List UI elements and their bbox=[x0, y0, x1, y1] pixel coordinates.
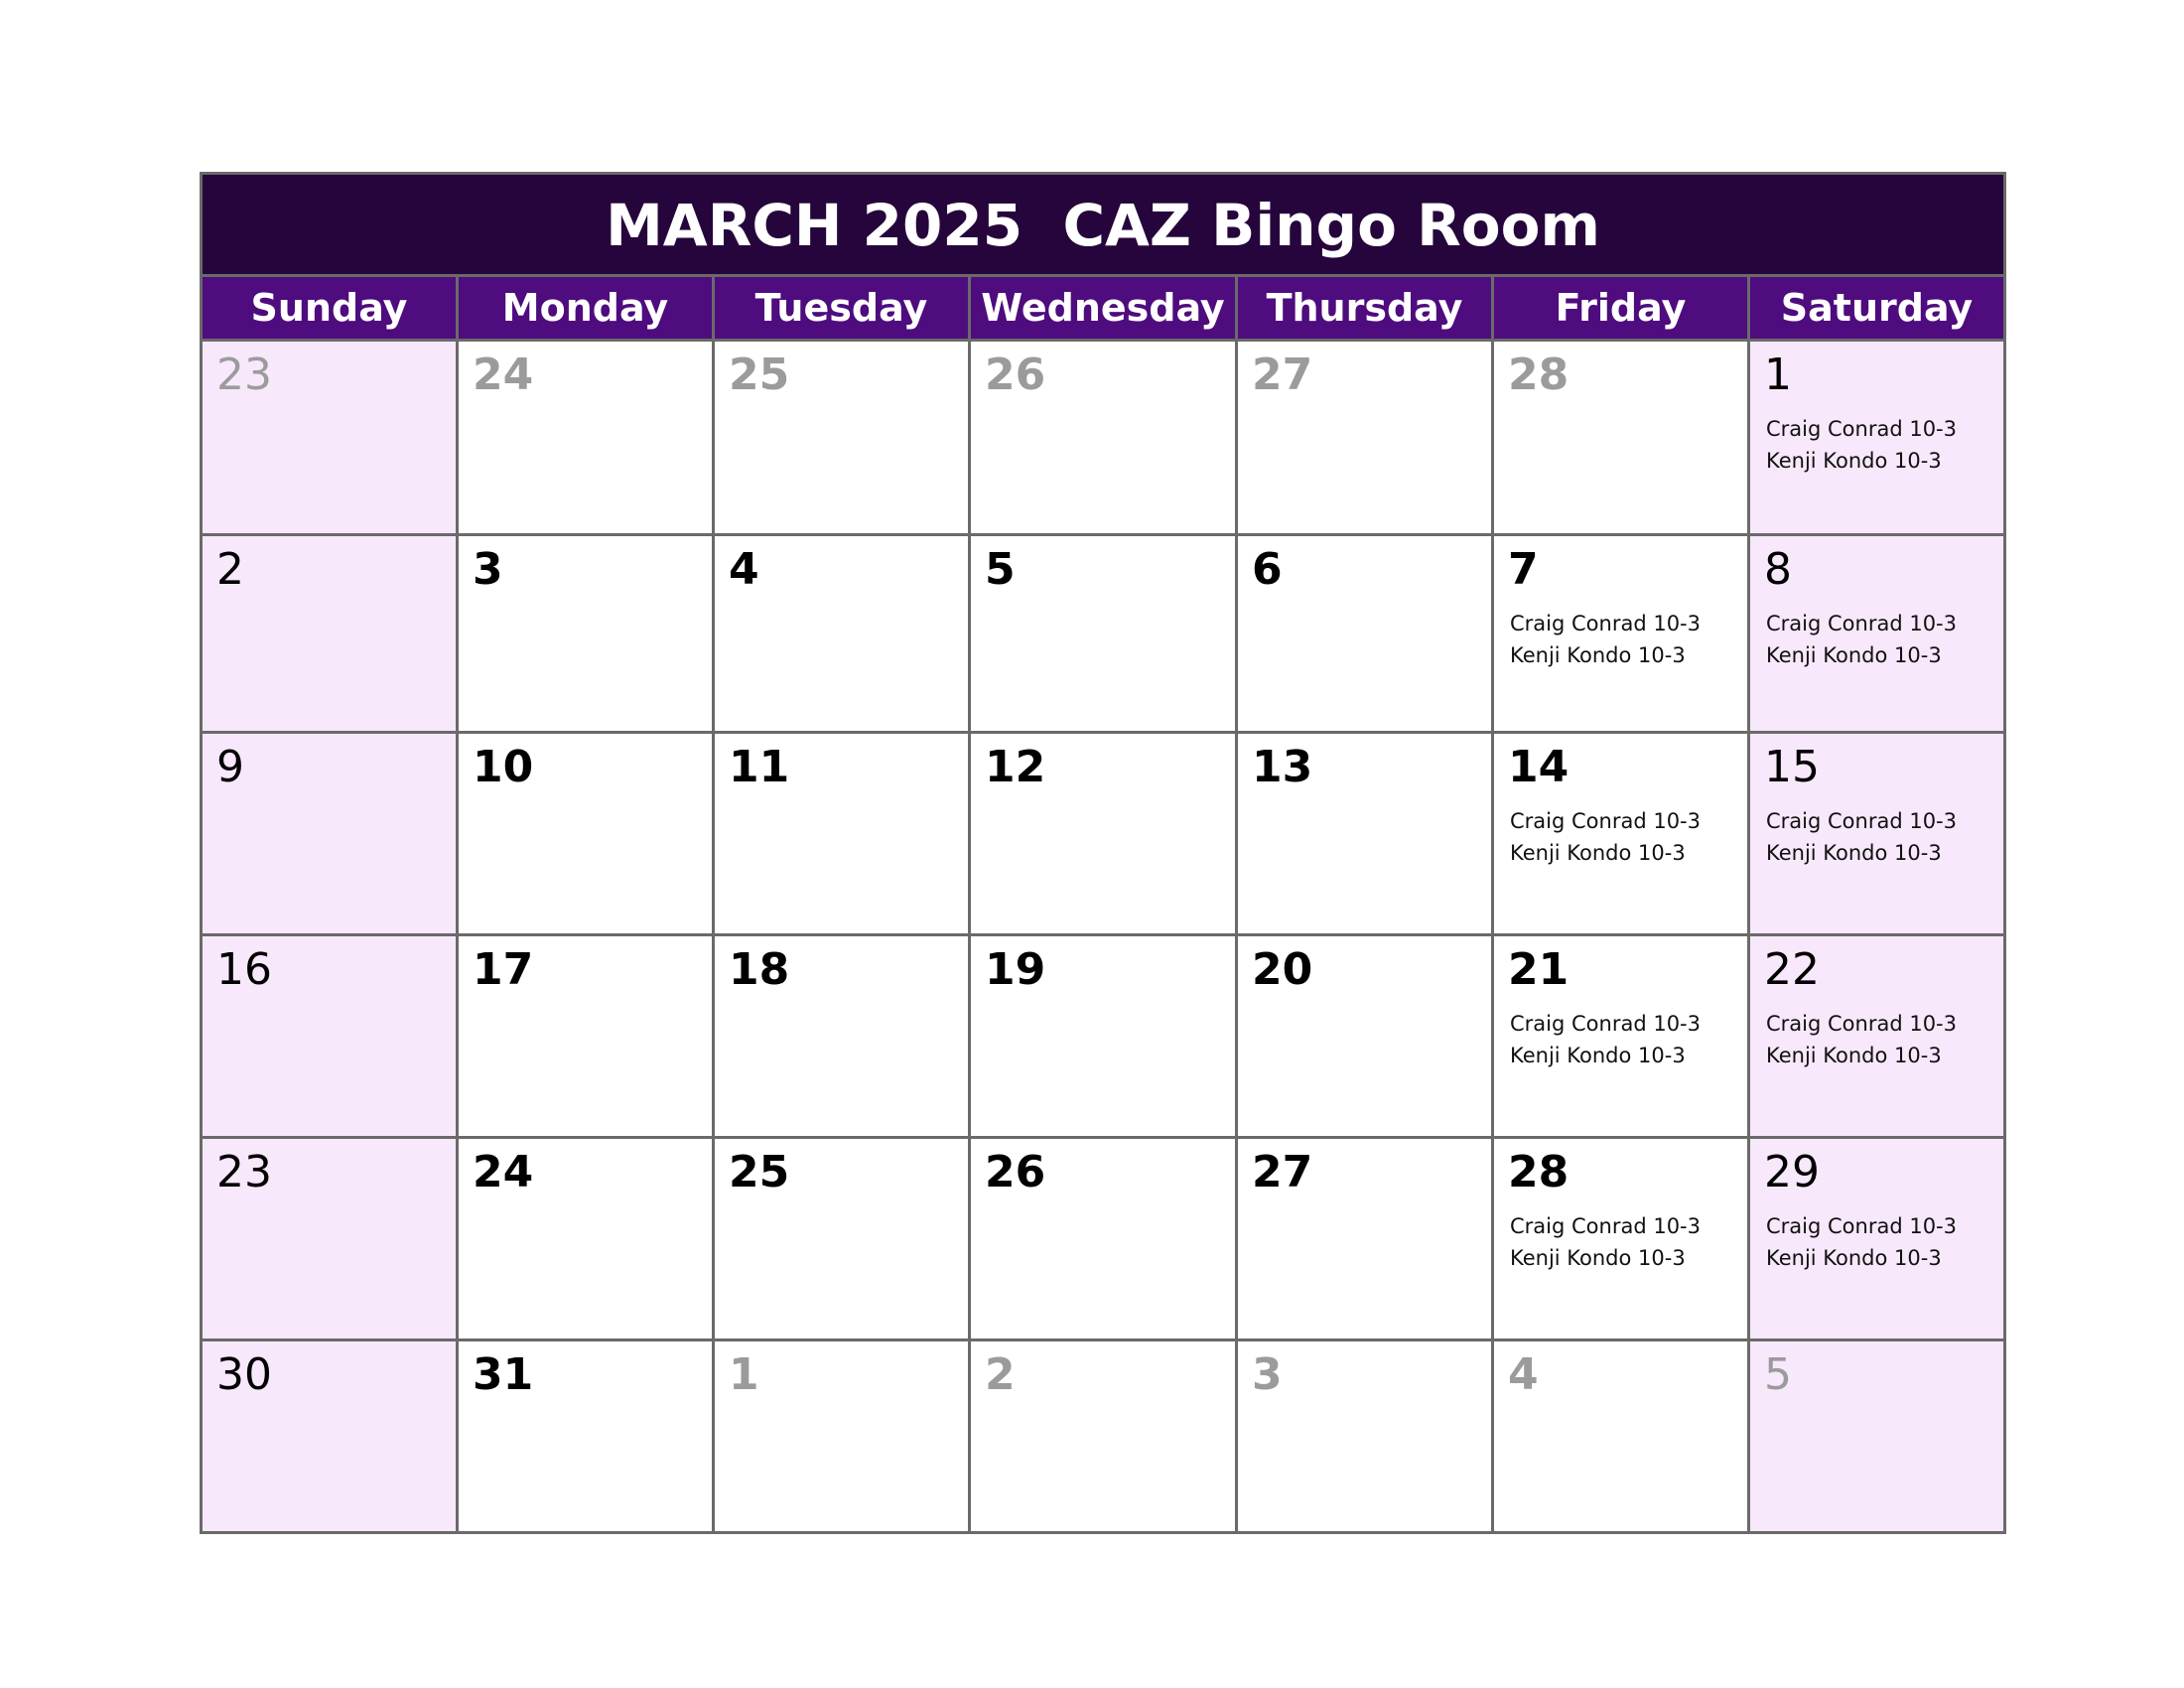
day-number: 2 bbox=[216, 544, 244, 595]
day-cell bbox=[971, 936, 1238, 1136]
event-entry: Kenji Kondo 10-3 bbox=[1510, 1246, 1686, 1270]
day-number: 4 bbox=[1508, 1349, 1539, 1400]
day-cell bbox=[203, 734, 459, 933]
week-row bbox=[203, 933, 2003, 1136]
day-number: 21 bbox=[1508, 944, 1570, 995]
day-cell bbox=[715, 1139, 971, 1338]
day-number: 22 bbox=[1764, 944, 1820, 995]
day-cell bbox=[1494, 1341, 1750, 1531]
event-entry: Kenji Kondo 10-3 bbox=[1766, 449, 1942, 473]
week-row bbox=[203, 731, 2003, 933]
day-cell bbox=[715, 536, 971, 731]
day-cell bbox=[1238, 936, 1494, 1136]
day-cell bbox=[459, 342, 715, 533]
event-list bbox=[1510, 1008, 1741, 1071]
day-number: 28 bbox=[1508, 1147, 1570, 1197]
day-number: 10 bbox=[473, 742, 534, 792]
day-cell bbox=[203, 936, 459, 1136]
day-cell bbox=[1238, 342, 1494, 533]
day-number: 15 bbox=[1764, 742, 1820, 792]
event-list bbox=[1766, 413, 1997, 477]
day-cell bbox=[971, 342, 1238, 533]
event-entry: Craig Conrad 10-3 bbox=[1510, 612, 1701, 635]
day-number: 20 bbox=[1252, 944, 1313, 995]
day-number: 23 bbox=[216, 350, 272, 400]
day-number: 31 bbox=[473, 1349, 534, 1400]
day-cell bbox=[459, 1139, 715, 1338]
day-cell bbox=[459, 536, 715, 731]
day-cell bbox=[1238, 536, 1494, 731]
event-entry: Kenji Kondo 10-3 bbox=[1510, 841, 1686, 865]
day-number: 4 bbox=[729, 544, 759, 595]
event-entry: Kenji Kondo 10-3 bbox=[1766, 643, 1942, 667]
day-cell bbox=[971, 1139, 1238, 1338]
day-number: 8 bbox=[1764, 544, 1792, 595]
event-entry: Craig Conrad 10-3 bbox=[1510, 1214, 1701, 1238]
day-cell bbox=[1238, 1139, 1494, 1338]
day-number: 5 bbox=[985, 544, 1016, 595]
day-number: 1 bbox=[1764, 350, 1792, 400]
day-cell bbox=[1750, 536, 2003, 731]
weekday-header-row bbox=[203, 277, 2003, 339]
day-number: 28 bbox=[1508, 350, 1570, 400]
day-number: 24 bbox=[473, 350, 534, 400]
event-entry: Kenji Kondo 10-3 bbox=[1766, 1044, 1942, 1067]
event-entry: Kenji Kondo 10-3 bbox=[1510, 1044, 1686, 1067]
day-number: 2 bbox=[985, 1349, 1016, 1400]
day-number: 5 bbox=[1764, 1349, 1792, 1400]
day-number: 3 bbox=[1252, 1349, 1283, 1400]
day-number: 24 bbox=[473, 1147, 534, 1197]
event-list bbox=[1510, 608, 1741, 671]
day-number: 1 bbox=[729, 1349, 759, 1400]
event-list bbox=[1510, 805, 1741, 869]
day-cell bbox=[715, 342, 971, 533]
day-cell bbox=[1494, 1139, 1750, 1338]
day-number: 9 bbox=[216, 742, 244, 792]
event-list bbox=[1510, 1210, 1741, 1274]
day-number: 18 bbox=[729, 944, 790, 995]
week-row bbox=[203, 533, 2003, 731]
day-number: 14 bbox=[1508, 742, 1570, 792]
day-cell bbox=[203, 1341, 459, 1531]
weekday-thursday: Thursday bbox=[1238, 277, 1494, 339]
day-cell bbox=[1750, 734, 2003, 933]
day-cell bbox=[971, 1341, 1238, 1531]
event-entry: Craig Conrad 10-3 bbox=[1766, 809, 1957, 833]
day-cell bbox=[1750, 1341, 2003, 1531]
day-cell bbox=[715, 936, 971, 1136]
event-list bbox=[1766, 1210, 1997, 1274]
day-number: 26 bbox=[985, 350, 1046, 400]
day-cell bbox=[715, 1341, 971, 1531]
day-number: 26 bbox=[985, 1147, 1046, 1197]
day-cell bbox=[1494, 734, 1750, 933]
event-list bbox=[1766, 805, 1997, 869]
weekday-saturday: Saturday bbox=[1780, 286, 1974, 330]
event-entry: Craig Conrad 10-3 bbox=[1510, 809, 1701, 833]
day-cell bbox=[459, 734, 715, 933]
weekday-wednesday: Wednesday bbox=[971, 277, 1238, 339]
day-number: 12 bbox=[985, 742, 1046, 792]
event-list bbox=[1766, 1008, 1997, 1071]
weekday-friday: Friday bbox=[1494, 277, 1750, 339]
event-entry: Craig Conrad 10-3 bbox=[1766, 1012, 1957, 1036]
day-number: 11 bbox=[729, 742, 790, 792]
event-entry: Craig Conrad 10-3 bbox=[1766, 417, 1957, 441]
day-cell bbox=[1238, 734, 1494, 933]
week-row bbox=[203, 1338, 2003, 1531]
day-number: 30 bbox=[216, 1349, 272, 1400]
week-row bbox=[203, 339, 2003, 533]
event-entry: Kenji Kondo 10-3 bbox=[1766, 841, 1942, 865]
day-number: 29 bbox=[1764, 1147, 1820, 1197]
event-entry: Craig Conrad 10-3 bbox=[1766, 1214, 1957, 1238]
day-number: 13 bbox=[1252, 742, 1313, 792]
day-cell bbox=[1238, 1341, 1494, 1531]
event-entry: Kenji Kondo 10-3 bbox=[1510, 643, 1686, 667]
day-cell bbox=[1494, 342, 1750, 533]
day-cell bbox=[971, 734, 1238, 933]
day-cell bbox=[203, 536, 459, 731]
weekday-tuesday: Tuesday bbox=[715, 277, 971, 339]
day-cell bbox=[715, 734, 971, 933]
day-number: 7 bbox=[1508, 544, 1539, 595]
event-entry: Kenji Kondo 10-3 bbox=[1766, 1246, 1942, 1270]
day-number: 25 bbox=[729, 350, 790, 400]
event-entry: Craig Conrad 10-3 bbox=[1510, 1012, 1701, 1036]
day-number: 23 bbox=[216, 1147, 272, 1197]
calendar-title: MARCH 2025 CAZ Bingo Room bbox=[203, 175, 2003, 277]
day-cell bbox=[1750, 1139, 2003, 1338]
day-cell bbox=[203, 342, 459, 533]
day-number: 27 bbox=[1252, 350, 1313, 400]
weekday-sunday: Sunday bbox=[203, 277, 459, 339]
day-cell bbox=[1494, 536, 1750, 731]
day-cell bbox=[971, 536, 1238, 731]
calendar-grid bbox=[203, 339, 2003, 1531]
day-number: 27 bbox=[1252, 1147, 1313, 1197]
day-cell bbox=[1494, 936, 1750, 1136]
day-number: 3 bbox=[473, 544, 503, 595]
day-cell bbox=[459, 936, 715, 1136]
day-cell bbox=[203, 1139, 459, 1338]
day-cell bbox=[1750, 342, 2003, 533]
day-cell bbox=[459, 1341, 715, 1531]
day-number: 17 bbox=[473, 944, 534, 995]
day-number: 16 bbox=[216, 944, 272, 995]
calendar bbox=[200, 172, 2006, 1534]
event-list bbox=[1766, 608, 1997, 671]
day-number: 6 bbox=[1252, 544, 1283, 595]
day-number: 19 bbox=[985, 944, 1046, 995]
week-row bbox=[203, 1136, 2003, 1338]
day-number: 25 bbox=[729, 1147, 790, 1197]
weekday-monday: Monday bbox=[459, 277, 715, 339]
day-cell bbox=[1750, 936, 2003, 1136]
event-entry: Craig Conrad 10-3 bbox=[1766, 612, 1957, 635]
